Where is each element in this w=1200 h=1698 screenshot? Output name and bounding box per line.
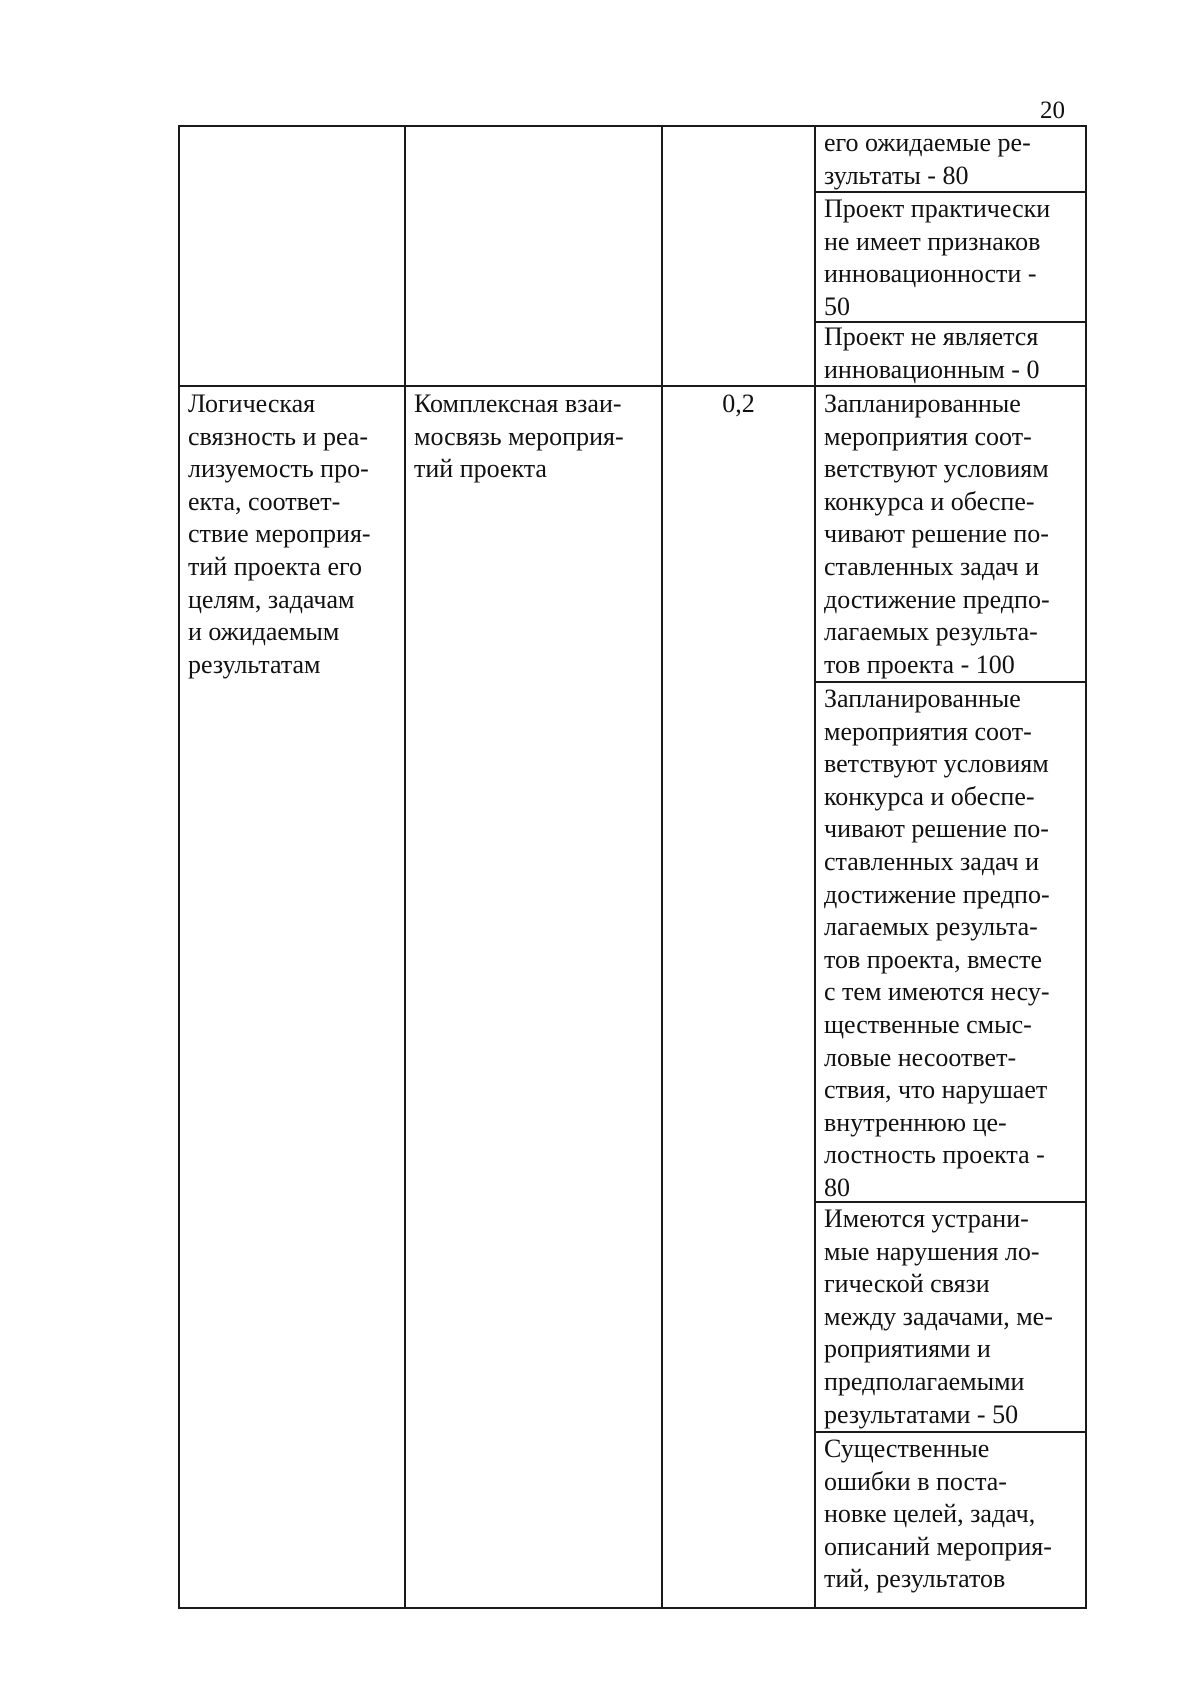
page-number: 20 [1040, 97, 1065, 124]
text-line: 80 [824, 1172, 850, 1202]
text-line: конкурса и обеспе- [824, 486, 1035, 516]
text-line: Запланированные [824, 684, 1021, 713]
text-line: Имеются устрани- [824, 1204, 1029, 1233]
text-line: между задачами, ме- [824, 1301, 1053, 1331]
weight-cell: 0,2 [722, 389, 755, 418]
text-line: ствия, что нарушает [824, 1075, 1048, 1105]
text-line: предполагаемыми [824, 1366, 1025, 1396]
text-line: лагаемых результа- [824, 617, 1038, 647]
column-divider-2 [661, 125, 663, 1609]
text-line: его ожидаемые ре- [824, 128, 1031, 157]
text-line: зультаты - 80 [824, 160, 969, 190]
criteria-cell [824, 683, 1050, 1205]
text-line: целям, задачам [188, 584, 355, 614]
text-line: результатам [188, 649, 321, 679]
text-line: не имеет признаков [824, 226, 1041, 256]
text-line: ствие мероприя- [188, 519, 371, 549]
text-line: 50 [824, 291, 850, 321]
text-line: лостность проекта - [824, 1140, 1045, 1170]
table-border-bottom [178, 1607, 1087, 1609]
text-line: тов проекта - 100 [824, 649, 1015, 679]
text-line: новке целей, задач, [824, 1499, 1036, 1529]
text-line: чивают решение по- [824, 519, 1049, 549]
text-line: мероприятия соот- [824, 716, 1032, 746]
text-line: ставленных задач и [824, 551, 1040, 581]
criteria-cell [824, 388, 1050, 681]
text-line: тий, результатов [824, 1564, 1006, 1594]
text-line: ловые несоответ- [824, 1042, 1017, 1072]
text-line: Проект практически [824, 194, 1051, 223]
text-line: Существенные [824, 1434, 990, 1463]
text-line: инновационным - 0 [824, 354, 1040, 384]
text-line: чивают решение по- [824, 814, 1049, 844]
criteria-cell [824, 127, 1031, 192]
text-line: ветствуют условиям [824, 749, 1049, 779]
text-line: лагаемых результа- [824, 912, 1038, 942]
criteria-cell [824, 321, 1039, 386]
text-line: конкурса и обеспе- [824, 781, 1035, 811]
text-line: тий проекта [414, 454, 547, 484]
criteria-cell [824, 193, 1050, 323]
criteria-cell [824, 1203, 1053, 1431]
text-line: тов проекта, вместе [824, 944, 1042, 974]
text-line: ставленных задач и [824, 846, 1040, 876]
text-line: Проект не является [824, 322, 1039, 351]
text-line: с тем имеются несу- [824, 977, 1050, 1007]
column-divider-3 [814, 125, 816, 1609]
text-line: внутреннюю це- [824, 1107, 1007, 1137]
text-line: Логическая [188, 389, 316, 418]
text-line: достижение предпо- [824, 879, 1050, 909]
text-line: инновационности - [824, 259, 1037, 289]
text-line: Запланированные [824, 389, 1021, 418]
criteria-table [178, 125, 1087, 1609]
text-line: тий проекта его [188, 551, 363, 581]
text-line: ошибки в поста- [824, 1466, 1007, 1496]
text-line: результатами - 50 [824, 1399, 1019, 1429]
text-line: лизуемость про- [188, 454, 369, 484]
text-line: ветствуют условиям [824, 454, 1049, 484]
text-line: мосвязь мероприя- [414, 421, 624, 451]
text-line: описаний мероприя- [824, 1531, 1052, 1561]
criteria-cell [824, 1433, 1052, 1596]
text-line: связность и реа- [188, 421, 368, 451]
text-line: гической связи [824, 1269, 990, 1299]
text-line: екта, соответ- [188, 486, 341, 516]
text-line: достижение предпо- [824, 584, 1050, 614]
column-divider-1 [404, 125, 406, 1609]
criterion-name-cell [188, 388, 371, 681]
text-line: мероприятия соот- [824, 421, 1032, 451]
text-line: Комплексная взаи- [414, 389, 622, 418]
text-line: мые нарушения ло- [824, 1236, 1040, 1266]
indicator-cell [414, 388, 624, 486]
text-line: роприятиями и [824, 1334, 991, 1364]
table-border-left [178, 125, 180, 1609]
text-line: щественные смыс- [824, 1009, 1032, 1039]
table-border-right [1085, 125, 1087, 1609]
text-line: и ожидаемым [188, 617, 340, 647]
